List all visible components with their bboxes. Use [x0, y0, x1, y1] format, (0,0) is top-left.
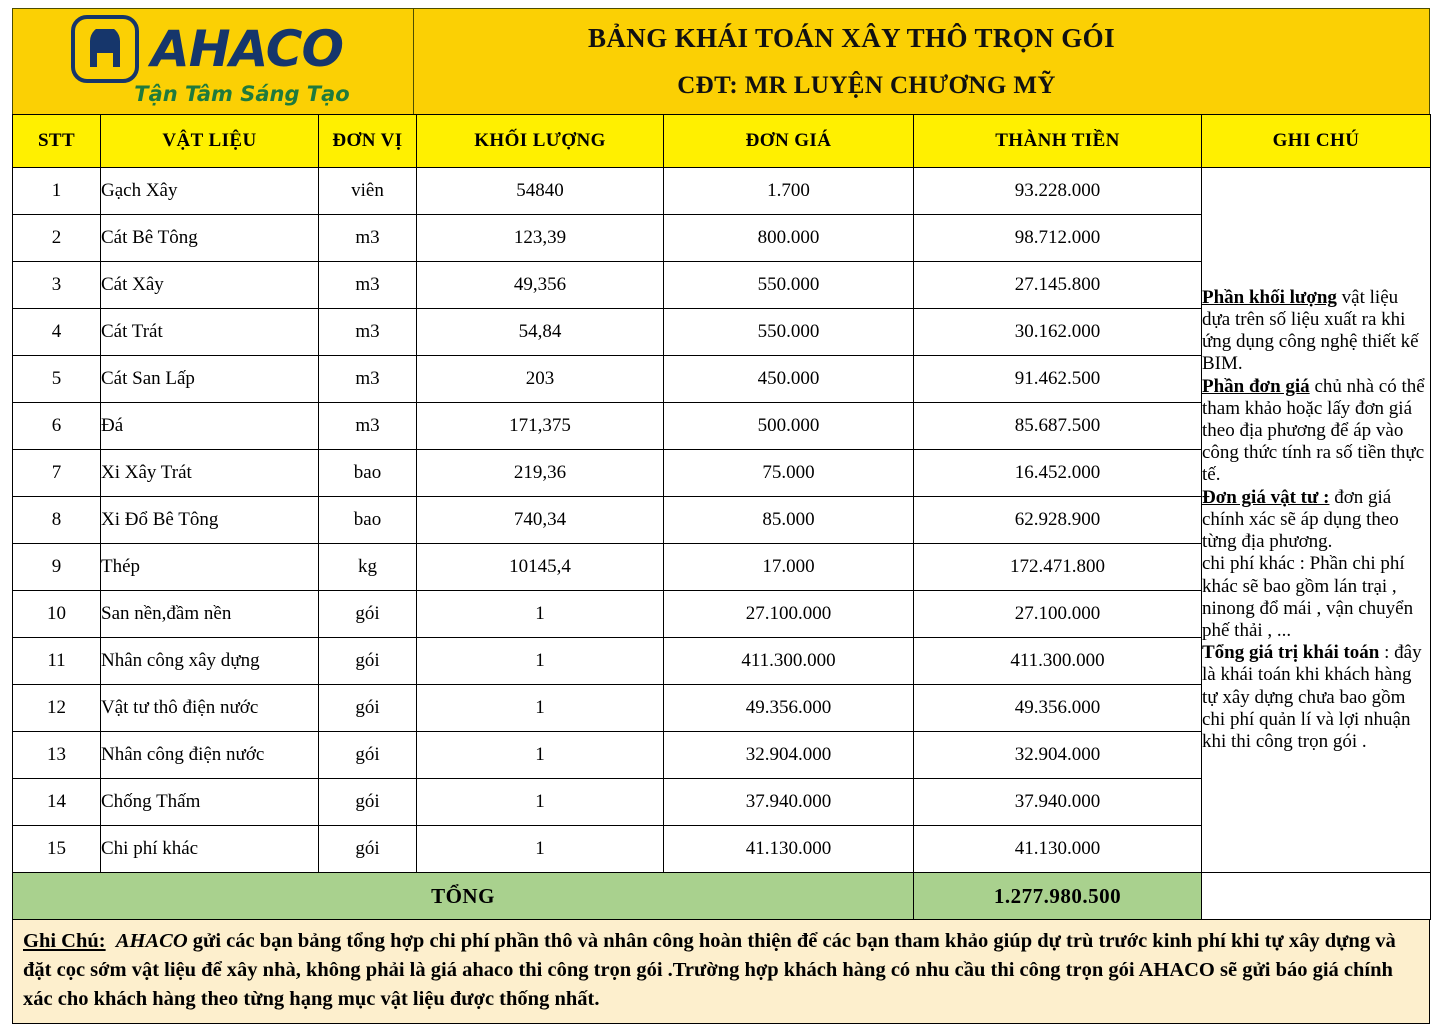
- cell-material: Nhân công xây dựng: [101, 638, 319, 685]
- cell-amount: 411.300.000: [914, 638, 1202, 685]
- cell-price: 32.904.000: [664, 732, 914, 779]
- document-subtitle: CĐT: MR LUYỆN CHƯƠNG MỸ: [677, 71, 1056, 99]
- cell-stt: 13: [13, 732, 101, 779]
- note-label-3: Đơn giá vật tư :: [1202, 486, 1330, 508]
- total-value: 1.277.980.500: [914, 873, 1202, 920]
- footer-note: [12, 920, 1430, 1024]
- total-label: TỔNG: [13, 873, 914, 920]
- cell-amount: 27.145.800: [914, 262, 1202, 309]
- cell-material: Cát Xây: [101, 262, 319, 309]
- cell-stt: 14: [13, 779, 101, 826]
- col-header-material: VẬT LIỆU: [101, 115, 319, 168]
- cell-unit: kg: [319, 544, 417, 591]
- cell-price: 800.000: [664, 215, 914, 262]
- cell-quantity: 1: [417, 826, 664, 873]
- estimate-table: [12, 114, 1431, 920]
- note-paragraph-5: [1202, 642, 1430, 753]
- cell-stt: 9: [13, 544, 101, 591]
- note-label-2: Phần đơn giá: [1202, 375, 1310, 397]
- cell-price: 500.000: [664, 403, 914, 450]
- note-text-1: vật liệu dựa trên số liệu xuất ra khi ứng dụng công nghệ thiết kế BIM.: [1202, 286, 1419, 375]
- note-paragraph-4: [1202, 553, 1430, 642]
- cell-material: Vật tư thô điện nước: [101, 685, 319, 732]
- cell-stt: 10: [13, 591, 101, 638]
- cell-material: Đá: [101, 403, 319, 450]
- note-text-2: chủ nhà có thể tham khảo hoặc lấy đơn giá theo địa phương để áp vào công thức tính ra số tiền thực tế.: [1202, 375, 1425, 486]
- cell-stt: 12: [13, 685, 101, 732]
- note-text-5: : đây là khái toán khi khách hàng tự xây dựng chưa bao gồm chi phí quản lí và lợi nhuận khi thi công trọn gói .: [1202, 642, 1422, 753]
- note-paragraph-1: [1202, 287, 1430, 376]
- header-row: [13, 115, 1431, 168]
- cell-unit: gói: [319, 591, 417, 638]
- cell-unit: bao: [319, 497, 417, 544]
- col-header-price: ĐƠN GIÁ: [664, 115, 914, 168]
- cell-quantity: 1: [417, 732, 664, 779]
- title-block: [414, 9, 1429, 114]
- footer-label: Ghi Chú:: [23, 930, 106, 952]
- cell-quantity: 10145,4: [417, 544, 664, 591]
- cell-price: 75.000: [664, 450, 914, 497]
- cell-stt: 3: [13, 262, 101, 309]
- cell-amount: 16.452.000: [914, 450, 1202, 497]
- cell-material: Cát Trát: [101, 309, 319, 356]
- cell-unit: gói: [319, 638, 417, 685]
- cell-price: 550.000: [664, 309, 914, 356]
- cell-amount: 41.130.000: [914, 826, 1202, 873]
- total-note-blank: [1202, 873, 1431, 920]
- cell-price: 85.000: [664, 497, 914, 544]
- note-paragraph-3: [1202, 487, 1430, 554]
- col-header-amount: THÀNH TIỀN: [914, 115, 1202, 168]
- cell-unit: m3: [319, 215, 417, 262]
- cell-price: 17.000: [664, 544, 914, 591]
- cell-price: 41.130.000: [664, 826, 914, 873]
- notes-cell: [1202, 168, 1431, 873]
- cell-unit: m3: [319, 262, 417, 309]
- cell-stt: 11: [13, 638, 101, 685]
- col-header-stt: STT: [13, 115, 101, 168]
- cell-quantity: 740,34: [417, 497, 664, 544]
- cell-quantity: 171,375: [417, 403, 664, 450]
- cell-unit: bao: [319, 450, 417, 497]
- cell-unit: gói: [319, 826, 417, 873]
- cell-stt: 15: [13, 826, 101, 873]
- cell-quantity: 1: [417, 685, 664, 732]
- col-header-note: GHI CHÚ: [1202, 115, 1431, 168]
- cell-amount: 98.712.000: [914, 215, 1202, 262]
- col-header-quantity: KHỐI LƯỢNG: [417, 115, 664, 168]
- cell-stt: 8: [13, 497, 101, 544]
- cell-material: Thép: [101, 544, 319, 591]
- table-body: [13, 168, 1431, 920]
- note-label-1: Phần khối lượng: [1202, 286, 1337, 308]
- cell-stt: 7: [13, 450, 101, 497]
- cell-price: 27.100.000: [664, 591, 914, 638]
- cell-amount: 172.471.800: [914, 544, 1202, 591]
- cell-amount: 85.687.500: [914, 403, 1202, 450]
- cell-quantity: 54,84: [417, 309, 664, 356]
- ahaco-monogram-icon: [71, 15, 139, 83]
- cell-price: 550.000: [664, 262, 914, 309]
- cell-amount: 37.940.000: [914, 779, 1202, 826]
- cell-material: Nhân công điện nước: [101, 732, 319, 779]
- cell-amount: 30.162.000: [914, 309, 1202, 356]
- cell-quantity: 1: [417, 638, 664, 685]
- cell-stt: 5: [13, 356, 101, 403]
- cell-unit: viên: [319, 168, 417, 215]
- cell-quantity: 203: [417, 356, 664, 403]
- footer-brand: AHACO: [115, 930, 188, 952]
- cell-material: Chi phí khác: [101, 826, 319, 873]
- cell-price: 411.300.000: [664, 638, 914, 685]
- col-header-unit: ĐƠN VỊ: [319, 115, 417, 168]
- cell-material: Cát San Lấp: [101, 356, 319, 403]
- cell-amount: 93.228.000: [914, 168, 1202, 215]
- cell-quantity: 123,39: [417, 215, 664, 262]
- note-label-5: Tổng giá trị khái toán: [1202, 642, 1380, 664]
- note-text-4: chi phí khác : Phần chi phí khác sẽ bao gồm lán trại , ninong đổ mái , vận chuyển phế thải , ...: [1202, 553, 1414, 641]
- company-name: AHACO: [151, 19, 343, 78]
- cell-price: 49.356.000: [664, 685, 914, 732]
- table-row: [13, 168, 1431, 215]
- company-tagline: Tận Tâm Sáng Tạo: [134, 81, 350, 106]
- cell-price: 1.700: [664, 168, 914, 215]
- document-title: BẢNG KHÁI TOÁN XÂY THÔ TRỌN GÓI: [588, 23, 1115, 53]
- footer-text: gửi các bạn bảng tổng hợp chi phí phần thô và nhân công hoàn thiện để các bạn tham khảo giúp dự trù trước kinh phí khi tự xây dựng và đặt cọc sớm vật liệu để xây nhà, không phải là giá ahaco thi công trọn gói .Trường hợp khách hàng có nhu cầu thi công trọn gói AHACO sẽ gửi báo giá chính xác cho khách hàng theo từng hạng mục vật liệu được thống nhất.: [23, 930, 1396, 1011]
- cell-unit: gói: [319, 779, 417, 826]
- cell-quantity: 1: [417, 779, 664, 826]
- cell-unit: gói: [319, 732, 417, 779]
- cell-material: Gạch Xây: [101, 168, 319, 215]
- cell-amount: 27.100.000: [914, 591, 1202, 638]
- cell-material: Cát Bê Tông: [101, 215, 319, 262]
- company-logo: [13, 9, 414, 114]
- cell-stt: 2: [13, 215, 101, 262]
- cell-unit: m3: [319, 356, 417, 403]
- cell-amount: 62.928.900: [914, 497, 1202, 544]
- note-paragraph-2: [1202, 376, 1430, 487]
- cell-stt: 4: [13, 309, 101, 356]
- cell-material: Chống Thấm: [101, 779, 319, 826]
- cell-amount: 49.356.000: [914, 685, 1202, 732]
- cell-material: San nền,đầm nền: [101, 591, 319, 638]
- table-header: [13, 115, 1431, 168]
- cell-unit: m3: [319, 309, 417, 356]
- cell-material: Xi Đổ Bê Tông: [101, 497, 319, 544]
- cell-price: 450.000: [664, 356, 914, 403]
- cell-amount: 91.462.500: [914, 356, 1202, 403]
- cell-amount: 32.904.000: [914, 732, 1202, 779]
- cell-quantity: 54840: [417, 168, 664, 215]
- total-row: [13, 873, 1431, 920]
- cell-quantity: 219,36: [417, 450, 664, 497]
- cell-quantity: 49,356: [417, 262, 664, 309]
- note-text-3: đơn giá chính xác sẽ áp dụng theo từng địa phương.: [1202, 486, 1399, 553]
- cell-unit: gói: [319, 685, 417, 732]
- cell-price: 37.940.000: [664, 779, 914, 826]
- cell-quantity: 1: [417, 591, 664, 638]
- cell-unit: m3: [319, 403, 417, 450]
- cell-stt: 1: [13, 168, 101, 215]
- cell-material: Xi Xây Trát: [101, 450, 319, 497]
- cell-stt: 6: [13, 403, 101, 450]
- document-banner: [12, 8, 1430, 115]
